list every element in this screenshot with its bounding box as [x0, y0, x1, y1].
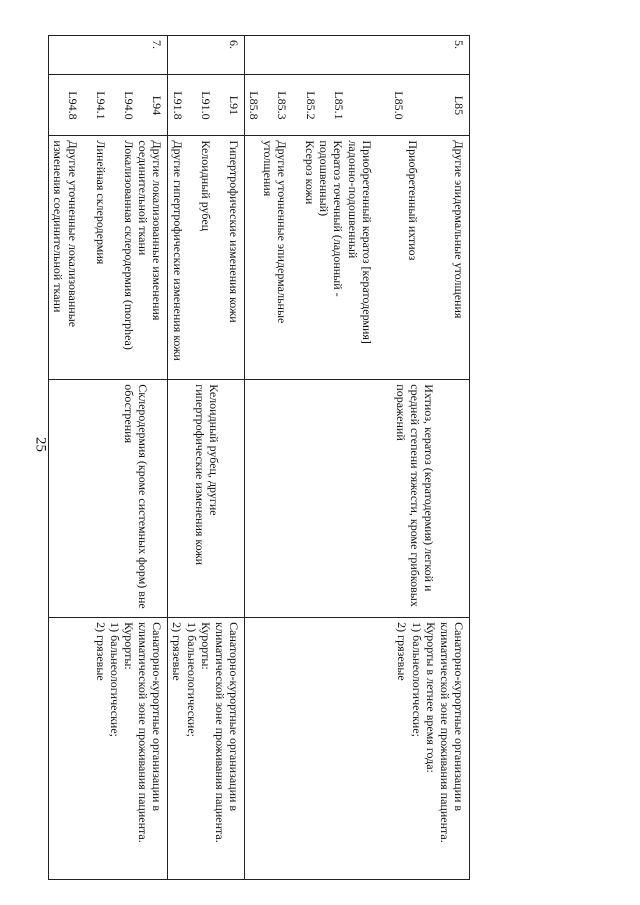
- icd-code: L94: [150, 95, 165, 116]
- indication-text: Склеродермия (кроме системных форм) вне обострения: [122, 384, 151, 609]
- diagnosis-name: Ксероз кожи: [303, 140, 318, 205]
- resort-text: Курорты:: [198, 622, 213, 670]
- diagnosis-name: Другие гипертрофические изменения кожи: [170, 140, 185, 361]
- icd-code: L85: [452, 95, 466, 116]
- resort-text: Санаторно-курортные организации в климатической зоне проживания пациента.: [136, 622, 165, 843]
- resort-text: 1) бальнеологические;: [184, 622, 199, 737]
- diagnosis-name: Приобретенный ихтиоз: [405, 140, 420, 261]
- diagnosis-name: Келоидный рубец: [198, 140, 213, 232]
- resort-cell: [49, 618, 168, 880]
- description-cell: [245, 380, 470, 618]
- diagnosis-cell: [168, 136, 245, 380]
- indication-text: Келоидный рубец, другие гипертрофические изменения кожи: [192, 384, 222, 566]
- diagnosis-name: Другие эпидермальные утолщения: [452, 140, 466, 319]
- resort-text: Санаторно-курортные организации в климатической зоне проживания пациента.: [212, 622, 242, 843]
- table-row: [49, 36, 168, 880]
- indication-text: Ихтиоз, кератоз (кератодермия) легкой и средней степени тяжести, кроме грибковых поражений: [393, 384, 436, 607]
- diagnosis-name: Другие уточненные локализованные изменения соединительной ткани: [51, 140, 80, 328]
- icd-code: L91: [227, 95, 242, 116]
- description-cell: [168, 380, 245, 618]
- icd-code: L85.8: [247, 91, 262, 120]
- rotated-table-container: [51, 35, 470, 880]
- diagnosis-name: Локализованная склеродермия (morphea): [121, 140, 136, 350]
- resort-text: Курорты в летнее время года:: [423, 622, 438, 773]
- icd-code: L91.0: [198, 91, 213, 120]
- row-number: 5.: [245, 36, 470, 75]
- icd-code: L85.3: [275, 91, 290, 120]
- icd-code: L94.1: [93, 91, 108, 120]
- resort-cell: [245, 618, 470, 880]
- resort-cell: [168, 618, 245, 880]
- icd-code: L85.1: [331, 91, 346, 120]
- resort-text: Курорты:: [121, 622, 136, 670]
- resort-text: 1) бальнеологические;: [409, 622, 424, 737]
- diagnosis-name: Приобретенный кератоз [кератодермия] ладонно-подошвенный: [345, 140, 374, 344]
- icd-code: L91.8: [170, 91, 185, 120]
- row-number: 6.: [168, 36, 245, 75]
- code-cell: [168, 75, 245, 136]
- row-number: 7.: [49, 36, 168, 75]
- page-number: 25: [32, 437, 49, 452]
- icd-code: L94.0: [122, 91, 137, 120]
- icd-code: L94.8: [65, 91, 80, 120]
- diagnosis-name: Гипертрофические изменения кожи: [227, 140, 242, 323]
- code-cell: [49, 75, 168, 136]
- table-row: [245, 36, 470, 880]
- icd-code: L85.0: [391, 91, 406, 120]
- diagnosis-name: Другие уточненные эпидермальные утолщения: [260, 140, 289, 324]
- resort-text: 2) грязевые: [93, 622, 108, 681]
- resort-text: 2) грязевые: [170, 622, 185, 681]
- description-cell: [49, 380, 168, 618]
- diagnosis-cell: [49, 136, 168, 380]
- code-cell: [245, 75, 470, 136]
- icd-code: L85.2: [303, 91, 318, 120]
- diagnosis-name: Линейная склеродермия: [93, 140, 108, 265]
- diagnosis-name: Кератоз точечный (ладонный - подошвенный): [317, 140, 346, 297]
- resort-text: 2) грязевые: [395, 622, 410, 681]
- treatment-table: [48, 35, 470, 880]
- diagnosis-name: Другие локализованные изменения соединительной ткани: [136, 140, 165, 321]
- resort-text: Санаторно-курортные организации в климатической зоне проживания пациента.: [437, 622, 466, 843]
- resort-text: 1) бальнеологические;: [107, 622, 122, 737]
- diagnosis-cell: [245, 136, 470, 380]
- table-row: [168, 36, 245, 880]
